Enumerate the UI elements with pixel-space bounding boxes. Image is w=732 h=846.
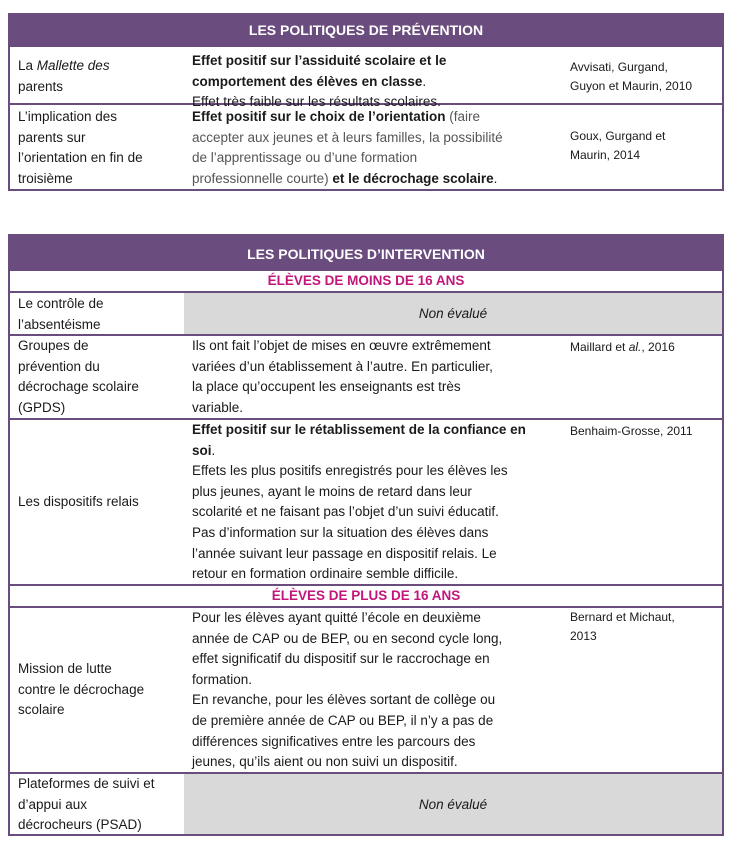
policy-name: Plateformes de suivi et d’appui aux décrocheurs (PSAD) [18,776,155,833]
policy-name: L’implication des parents sur l’orientation en fin de troisième [18,109,143,186]
status-not-evaluated: Non évalué [184,293,722,334]
table-row [10,334,722,418]
table-row [10,103,722,189]
prevention-table [8,13,724,191]
policy-reference: Benhaim-Grosse, 2011 [570,424,693,438]
table-row [10,418,722,584]
policy-effect: Effet positif sur le choix de l’orientation (faire accepter aux jeunes et à leurs familles, la possibilité de l’apprentissage ou d’une formation professionnelle courte) et le décrochage scolaire. [192,109,503,186]
prevention-table-title: LES POLITIQUES DE PRÉVENTION [10,15,722,45]
policy-effect: Effet positif sur le rétablissement de la confiance en soi. Effets les plus positifs enregistrés pour les élèves les plus jeunes, ayant le moins de retard dans leur scolarité et ne faisant pas l’objet d’un suivi éducatif. Pas d’information sur la situation des élèves dans l’année suivant leur passage en dispositif relais. Le retour en formation ordinaire semble difficile. [192,422,526,582]
policy-name: Groupes de prévention du décrochage scolaire (GPDS) [18,338,139,415]
policy-effect: Ils ont fait l’objet de mises en œuvre extrêmement variées d’un établissement à l’autre. En particulier, la place qu’occupent les enseignants est très variable. [192,338,493,415]
table-row [10,45,722,110]
policy-reference: Avvisati, Gurgand, Guyon et Maurin, 2010 [570,60,693,93]
policy-effect: Effet positif sur l’assiduité scolaire et le comportement des élèves en classe. Effet très faible sur les résultats scolaires. [192,53,447,110]
policy-reference: Maillard et al., 2016 [570,340,675,354]
table-row [10,772,722,834]
policy-name: Le contrôle de l’absentéisme [18,296,104,332]
section-header-under-16: ÉLÈVES DE MOINS DE 16 ANS [10,269,722,291]
section-header-over-16: ÉLÈVES DE PLUS DE 16 ANS [10,584,722,606]
policy-name: Les dispositifs relais [18,493,139,509]
status-not-evaluated: Non évalué [184,774,722,834]
table-row [10,606,722,772]
policy-name: Mission de lutte contre le décrochage scolaire [18,661,145,718]
table-row [10,291,722,334]
intervention-table [8,234,724,836]
intervention-table-title: LES POLITIQUES D’INTERVENTION [10,236,722,269]
policy-reference: Bernard et Michaut, 2013 [570,610,675,643]
policy-reference: Goux, Gurgand et Maurin, 2014 [570,129,666,162]
policy-effect: Pour les élèves ayant quitté l’école en deuxième année de CAP ou de BEP, ou en second cycle long, effet significatif du dispositif sur le raccrochage en formation. En revanche, pour les élèves sortant de collège ou de première année de CAP ou BEP, il n’y a pas de différences significatives entre les parcours des jeunes, qu’ils aient ou non suivi un dispositif. [192,610,503,770]
policy-name: La Mallette des parents [18,58,110,94]
